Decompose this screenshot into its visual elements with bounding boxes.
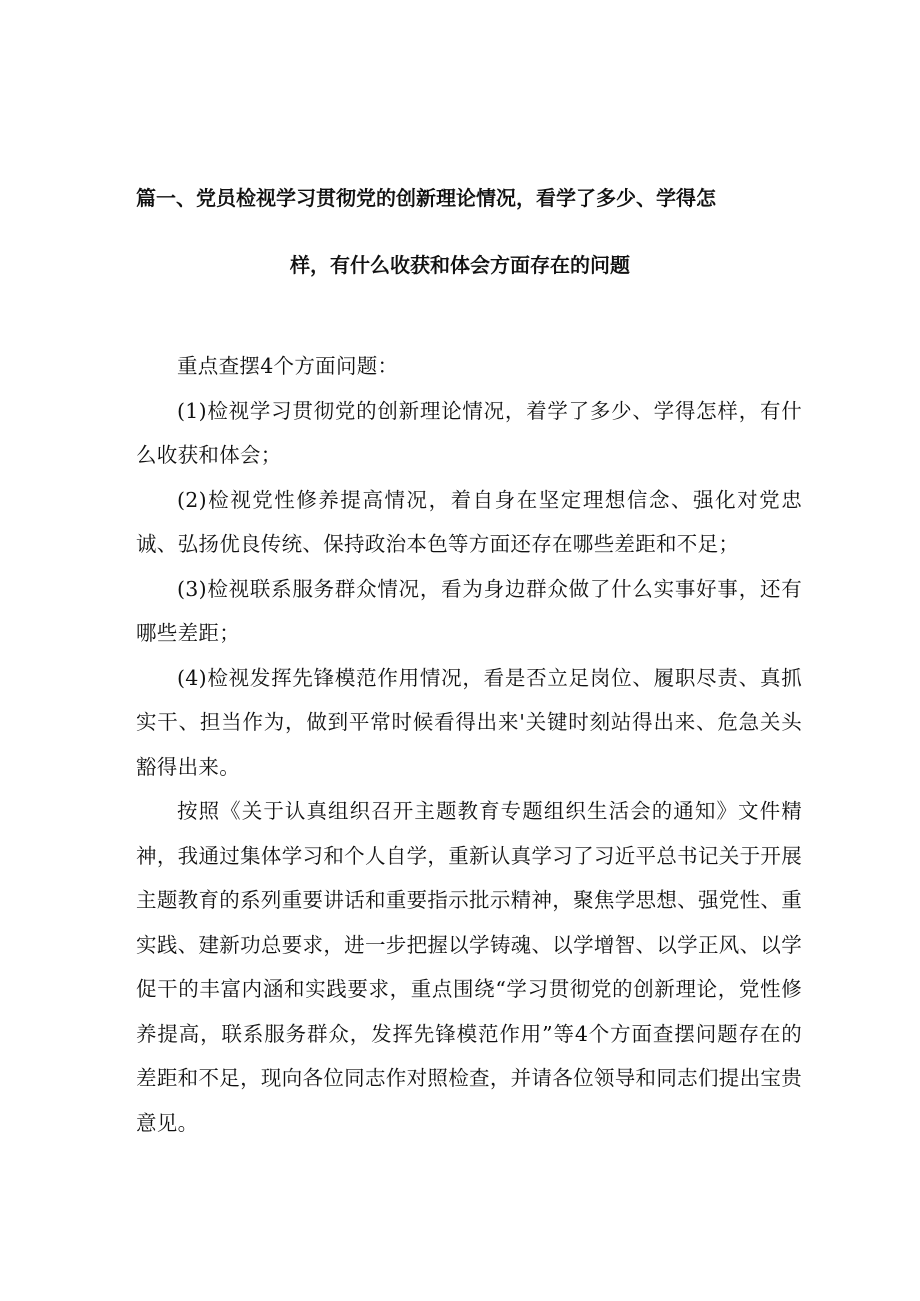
paragraph-item-2: (2)检视党性修养提高情况，着自身在坚定理想信念、强化对党忠诚、弘扬优良传统、保持政治本色等方面还存在哪些差距和不足； (136, 487, 802, 556)
paragraph-item-3: (3)检视联系服务群众情况，看为身边群众做了什么实事好事，还有哪些差距； (136, 576, 802, 645)
paragraph-item-4: (4)检视发挥先锋模范作用情况，看是否立足岗位、履职尽责、真抓实干、担当作为，做到平常时候看得出来'关键时刻站得出来、危急关头豁得出来。 (136, 665, 802, 779)
paragraph-main: 按照《关于认真组织召开主题教育专题组织生活会的通知》文件精神，我通过集体学习和个人自学，重新认真学习了习近平总书记关于开展主题教育的系列重要讲话和重要指示批示精神，聚焦学思想、强党性、重实践、建新功总要求，进一步把握以学铸魂、以学增智、以学正风、以学促干的丰富内涵和实践要求，重点围绕“学习贯彻党的创新理论，党性修养提高，联系服务群众，发挥先锋模范作用”等4个方面查摆问题存在的差距和不足，现向各位同志作对照检查，并请各位领导和同志们提出宝贵意见。 (136, 799, 802, 1135)
document-body (136, 344, 802, 1145)
document-title-line-2-text: 样，有什么收获和体会方面存在的问题 (290, 253, 630, 277)
document-title-line-2 (0, 249, 920, 278)
paragraph-intro: 重点查摆4个方面问题： (177, 354, 399, 378)
document-title-line-1: 篇一、党员检视学习贯彻党的创新理论情况，看学了多少、学得怎 (136, 186, 716, 210)
paragraph-item-1: (1)检视学习贯彻党的创新理论情况，着学了多少、学得怎样，有什么收获和体会； (136, 398, 802, 467)
